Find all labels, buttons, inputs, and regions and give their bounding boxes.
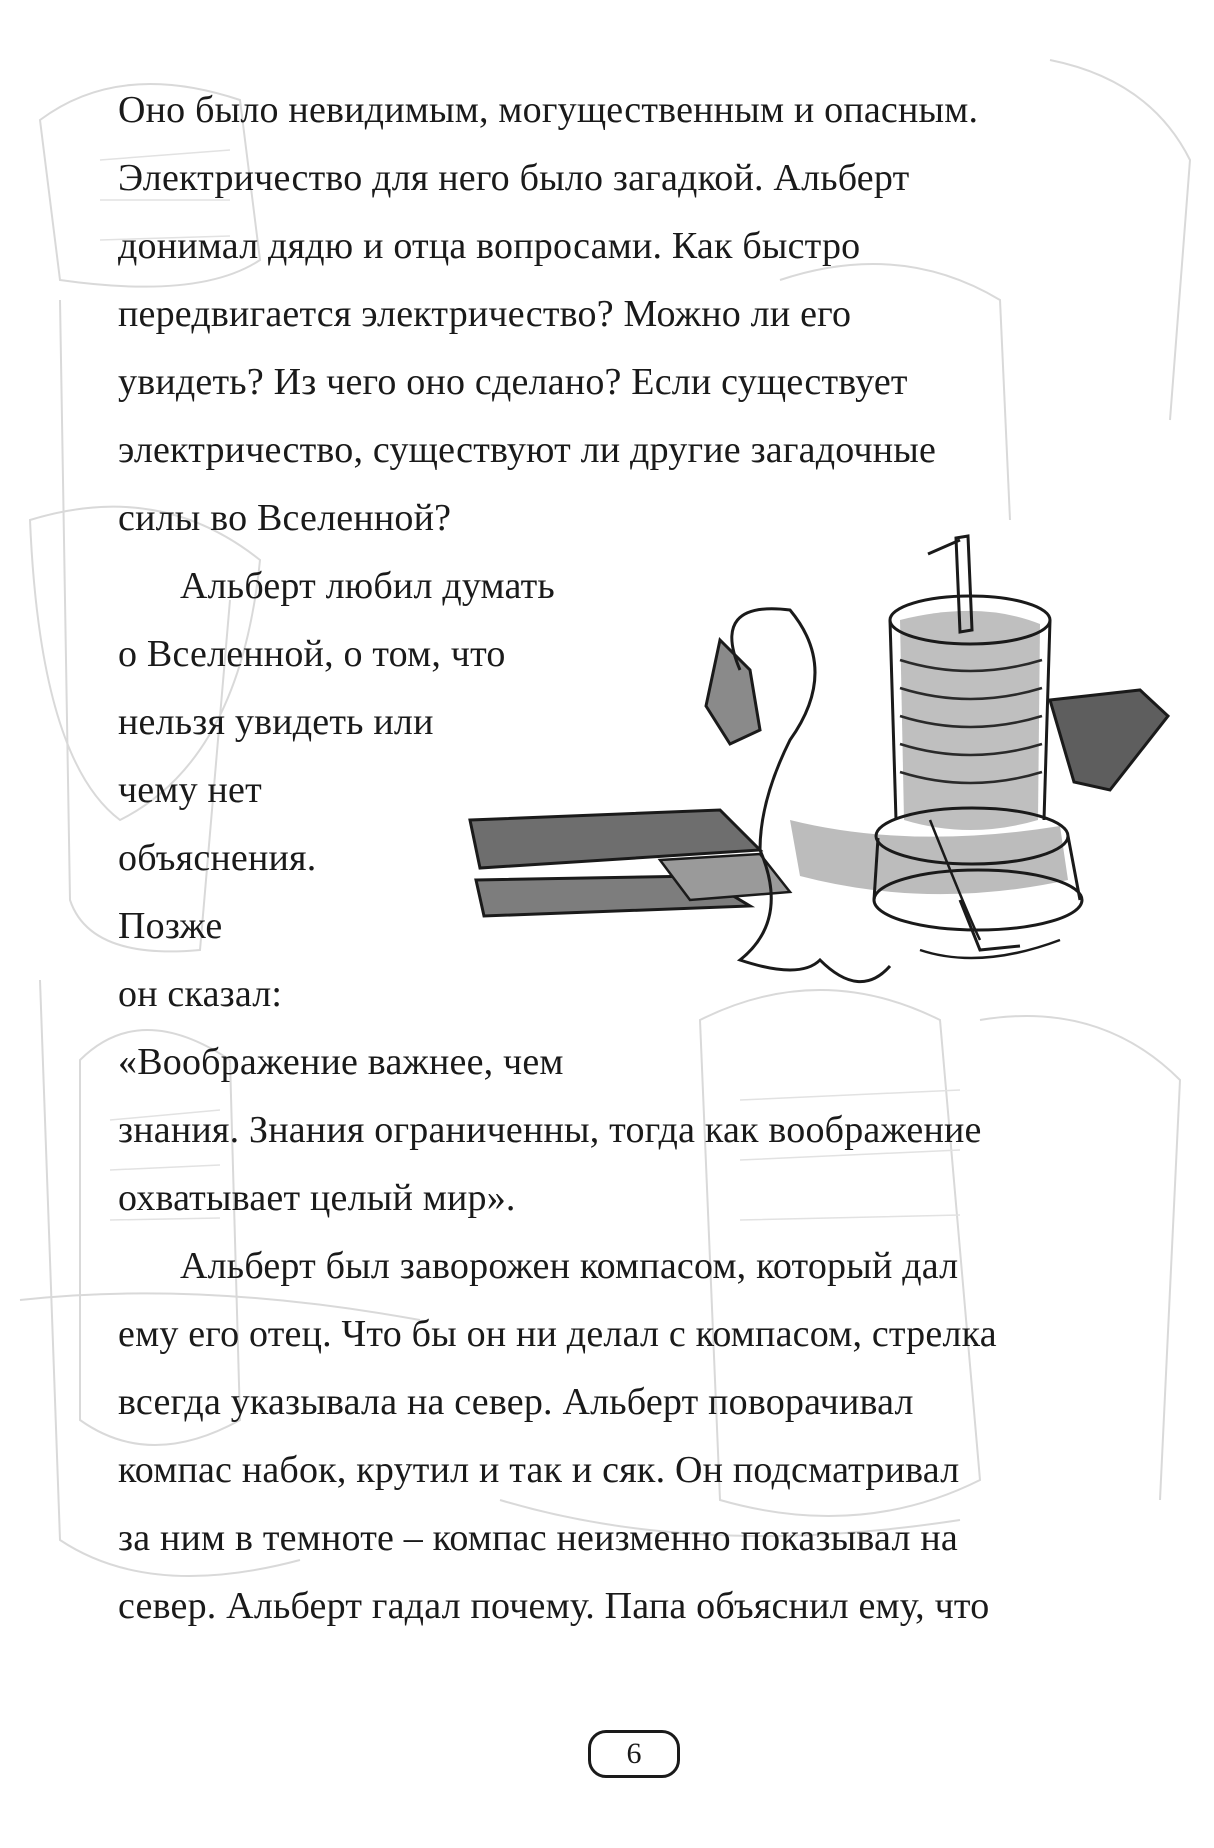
text-line-22: за ним в темноте – компас неизменно показывал на (118, 1517, 958, 1559)
text-line-9: о Вселенной, о том, что (118, 633, 506, 675)
text-line-23: север. Альберт гадал почему. Папа объяснил ему, что (118, 1585, 990, 1627)
text-line-8: Альберт любил думать (180, 565, 555, 607)
text-line-20: всегда указывала на север. Альберт поворачивал (118, 1381, 914, 1423)
text-line-2: Электричество для него было загадкой. Альберт (118, 157, 910, 199)
text-line-4: передвигается электричество? Можно ли его (118, 293, 852, 335)
page-number: 6 (626, 1737, 642, 1770)
page-number-frame (588, 1730, 680, 1778)
text-line-18: Альберт был заворожен компасом, который дал (180, 1245, 959, 1287)
text-line-13: Позже (118, 905, 223, 947)
text-line-10: нельзя увидеть или (118, 701, 434, 743)
text-line-5: увидеть? Из чего оно сделано? Если существует (118, 361, 908, 403)
text-line-19: ему его отец. Что бы он ни делал с компасом, стрелка (118, 1313, 997, 1355)
text-line-14: он сказал: (118, 973, 283, 1015)
text-line-16: знания. Знания ограниченны, тогда как воображение (118, 1109, 982, 1151)
text-line-15: «Воображение важнее, чем (118, 1041, 564, 1083)
text-line-6: электричество, существуют ли другие загадочные (118, 429, 937, 471)
text-line-12: объяснения. (118, 837, 317, 879)
text-line-21: компас набок, крутил и так и сяк. Он подсматривал (118, 1449, 960, 1491)
text-line-11: чему нет (118, 769, 262, 811)
text-line-3: донимал дядю и отца вопросами. Как быстро (118, 225, 861, 267)
electric-coil-illustration (460, 520, 1180, 1040)
text-line-7: силы во Вселенной? (118, 497, 452, 539)
text-line-17: охватывает целый мир». (118, 1177, 516, 1219)
text-line-1: Оно было невидимым, могущественным и опасным. (118, 89, 979, 131)
